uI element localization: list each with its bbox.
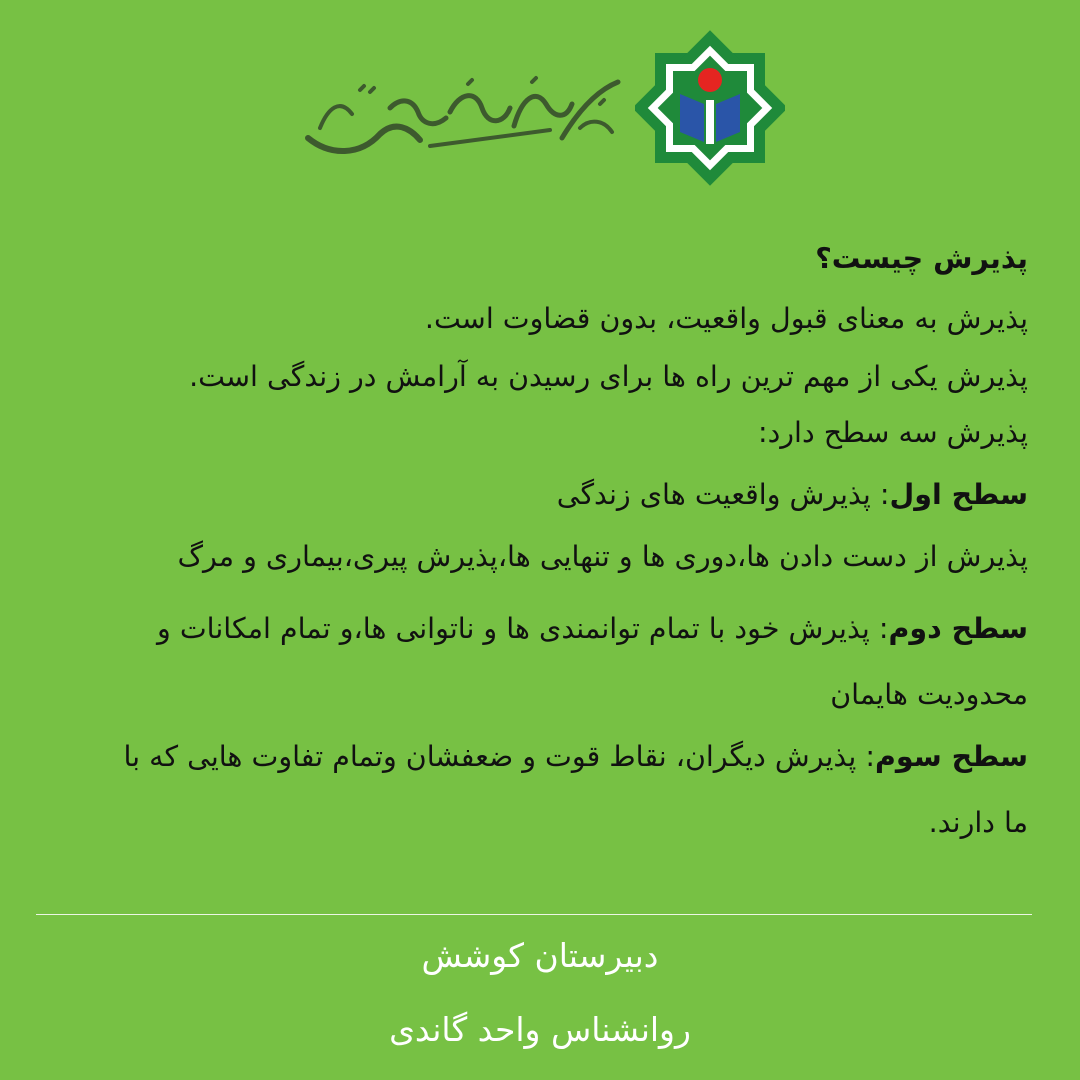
level-2-label: سطح دوم: [888, 612, 1028, 645]
divider-line: [36, 914, 1032, 915]
level-3-text: ما دارند.: [928, 806, 1028, 839]
header-logo: [300, 28, 790, 188]
level-1-label: سطح اول: [889, 478, 1028, 511]
logo-wordmark: [300, 68, 630, 168]
article: [38, 240, 1028, 842]
level-1-text: پذیرش از دست دادن ها،دوری ها و تنهایی ها،پذیرش پیری،بیماری و مرگ: [177, 540, 1028, 573]
level-1-head-text: پذیرش واقعیت های زندگی: [556, 478, 880, 511]
footer-counselor: روانشناس واحد گاندی: [389, 1010, 691, 1049]
level-1-colon: :: [879, 478, 890, 511]
intro-line: پذیرش یکی از مهم ترین راه ها برای رسیدن به آرامش در زندگی است.: [189, 360, 1028, 393]
level-3-heading: [38, 738, 1028, 776]
intro-line: پذیرش سه سطح دارد:: [758, 416, 1028, 449]
level-2-head-text: پذیرش خود با تمام توانمندی ها و ناتوانی ها،و تمام امکانات و: [157, 612, 879, 645]
footer-school: دبیرستان کوشش: [421, 936, 659, 975]
article-title: پذیرش چیست؟: [815, 242, 1028, 275]
logo-emblem-icon: [635, 28, 785, 186]
level-1-heading: [38, 476, 1028, 514]
level-3-colon: :: [865, 740, 875, 773]
level-3-head-text: پذیرش دیگران، نقاط قوت و ضعفشان وتمام تفاوت هایی که با: [123, 740, 866, 773]
intro-line: پذیرش به معنای قبول واقعیت، بدون قضاوت است.: [424, 302, 1028, 335]
level-2-text: محدودیت هایمان: [830, 678, 1028, 711]
level-3-label: سطح سوم: [874, 740, 1028, 773]
level-2-colon: :: [878, 612, 889, 645]
level-2-heading: [38, 610, 1028, 648]
